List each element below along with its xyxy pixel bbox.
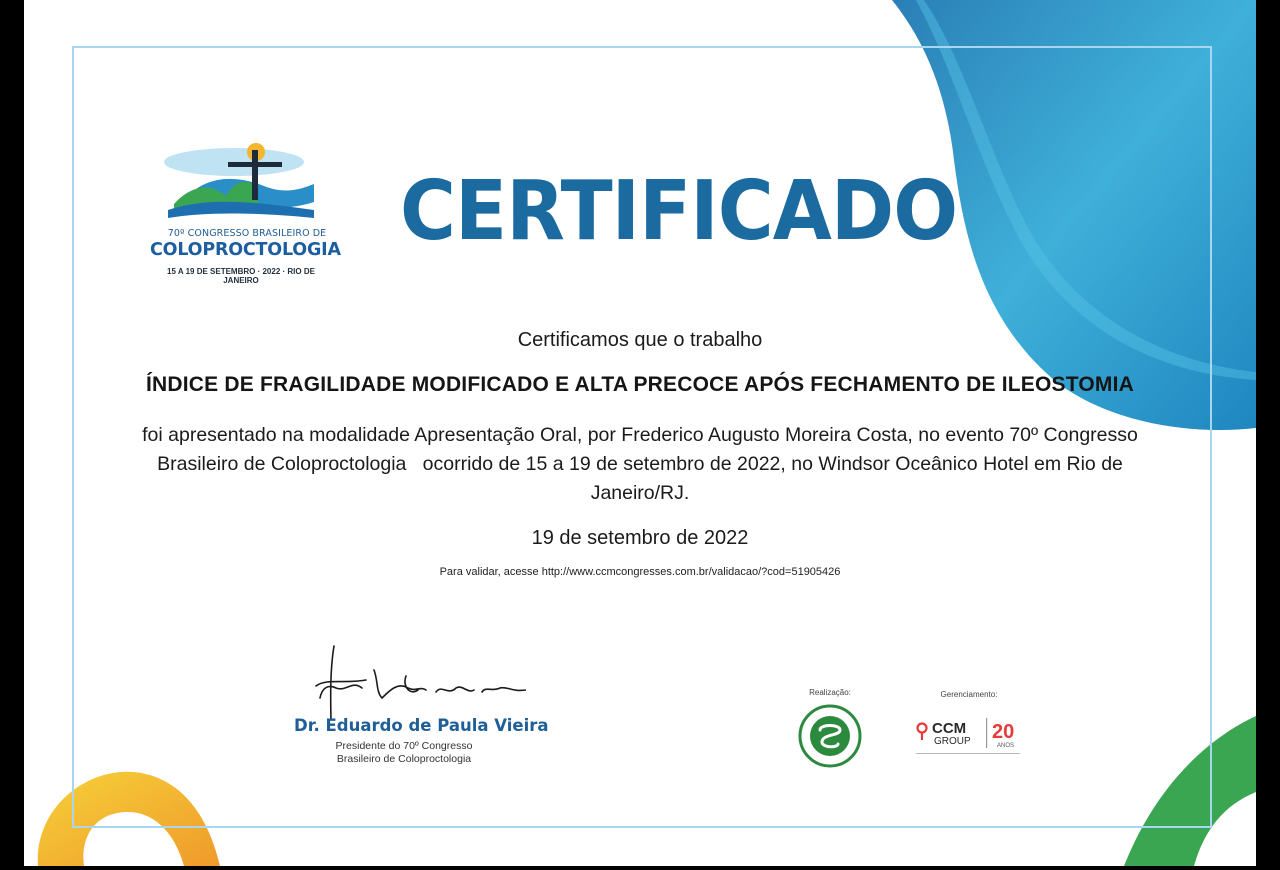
ccm-years: 20 — [992, 721, 1015, 743]
signer-role-line-2: Brasileiro de Coloproctologia — [336, 753, 472, 765]
validation-text: Para validar, acesse http://www.ccmcongresses.com.br/validacao/?cod=51905426 — [439, 566, 841, 578]
work-title: ÍNDICE DE FRAGILIDADE MODIFICADO E ALTA PRECOCE APÓS FECHAMENTO DE ILEOSTOMIA — [145, 373, 1135, 396]
issue-date: 19 de setembro de 2022 — [531, 527, 749, 549]
sbcp-seal-icon — [798, 704, 862, 768]
ccm-group-logo — [914, 716, 1026, 758]
ccm-group: GROUP — [934, 736, 971, 747]
handwritten-signature — [286, 640, 526, 720]
logo-line-1: 70º CONGRESSO BRASILEIRO DE — [167, 228, 327, 239]
logo-line-2: COLOPROCTOLOGIA — [150, 240, 341, 260]
body-text: foi apresentado na modalidade Apresentação Oral, por Frederico Augusto Moreira Costa, no evento 70º Congresso Brasileiro de Coloproctologia ocorrido de 15 a 19 de setembro de 2022, no Windsor Oceânico Hotel em Rio de Janeiro/RJ. — [142, 424, 1144, 504]
certificate-title: CERTIFICADO — [400, 164, 958, 259]
congress-logo — [150, 140, 341, 285]
signer-name: Dr. Eduardo de Paula Vieira — [294, 716, 549, 735]
intro-text: Certificamos que o trabalho — [517, 329, 763, 351]
signer-role-line-1: Presidente do 70º Congresso — [335, 740, 473, 752]
gerenciamento-label: Gerenciamento: — [940, 690, 998, 699]
signature-block — [286, 640, 549, 780]
realizacao-label: Realização: — [809, 688, 851, 697]
ccm-name: CCM — [932, 720, 967, 737]
christ-redeemer-icon — [164, 140, 314, 226]
signer-role — [324, 740, 484, 766]
certificate-sheet — [24, 0, 1256, 866]
ccm-anos: ANOS — [997, 743, 1015, 749]
logo-line-3: 15 A 19 DE SETEMBRO · 2022 · RIO DE JANEIRO — [167, 267, 315, 285]
